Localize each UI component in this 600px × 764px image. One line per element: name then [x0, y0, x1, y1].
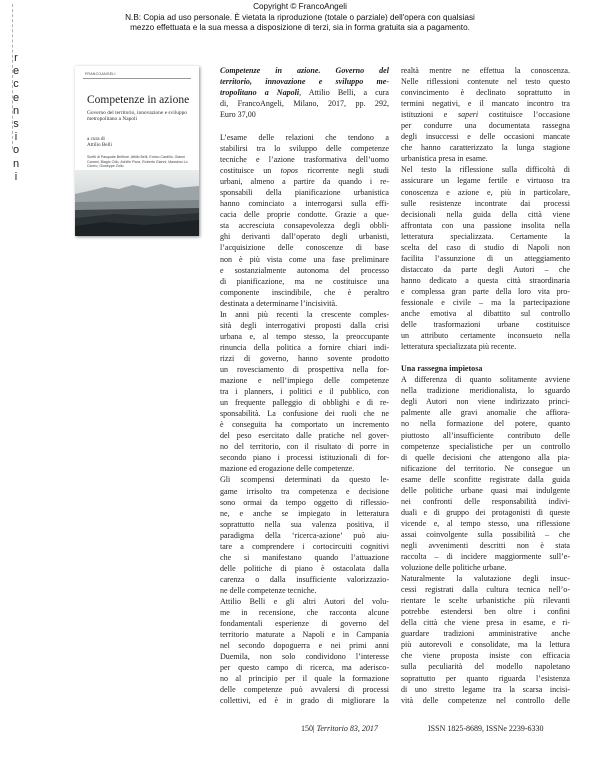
copyright-notice: [0, 2, 600, 34]
review-body-column-left: L’esame delle relazioni che tendono a stabilirsi tra lo sviluppo delle competenze tecniche e l’azione trasformativa dell’uomo costituisce un topos ricorrente negli studi urbani, almeno a partire da quando i re- sponsabili della pianificazione urbanistica hanno cominciato a interrogarsi sulla effi- cacia delle proprie condotte. Grazie a que- sta accresciuta consapevolezza degli obbli- ghi derivanti dall’operato degli urbanisti, l’acquisizione delle conoscenze di base non è più vista come una fase preliminare e sostanzialmente autonoma del processo di pianificazione, ma ne costituisce una componente inscindibile, che è peraltro destinata a determinarne l’incisività. In anni più recenti la crescente comples- sità degli interrogativi proposti dalla crisi urbana e, al tempo stesso, la preoccupante rinuncia della politica a fornire chiari indi- rizzi di governo, hanno sovente prodotto un rovesciamento di prospettiva nella for- mazione e nell’impiego delle competenze tra i planners, i politici e il pubblico, con un frequente palleggio di obblighi e di re- sponsabilità. La confusione dei ruoli che ne è conseguita ha comportato un incremento del peso esercitato dalle pratiche nel gover- no del territorio, con il risultato di porre in secondo piano i processi istituzionali di for- mazione ed erogazione delle competenze. Gli scompensi determinati da questo le- game irrisolto tra competenza e decisione sono ormai da tempo oggetto di riflessio- ne, e anche se impiegato in letteratura soprattutto nella sua valenza positiva, il paradigma della ‘ricerca-azione’ può aiu- tare a comprendere i cortocircuiti cognitivi che si manifestano quando l’attuazione delle politiche di piano è ostacolata dalla carenza o dalla insufficiente valorizzazio- ne delle competenze tecniche. Attilio Belli e gli altri Autori del volu- me in recensione, che racconta alcune fondamentali esperienze di governo del territorio maturate a Napoli e in Campania nel secondo dopoguerra e nei primi anni Duemila, non solo condividono l’interesse per questo campo di ricerca, ma aderisco- no al principio per il quale la formazione delle competenze può avvalersi di processi collettivi, ed è in grado di migliorare la: [220, 133, 389, 706]
review-citation: Competenze in azione. Governo del territorio, innovazione e sviluppo me- tropolitano a Napoli, Attilio Belli, a cura di, FrancoAngeli, Milano, 2017, pp. 292, Euro 37,00: [220, 66, 389, 120]
cover-title: Competenze in azione: [87, 94, 190, 106]
cover-publisher: FRANCOANGELI: [85, 72, 116, 76]
page-footer: 150| Territorio 83, 2017: [301, 724, 378, 733]
cover-authors: Scritti di Pasquale Belfiore, Attilio Belli, Enrico Cardillo, Gianni Carami, Biagio Cillo, Achille Flora, Roberto Gianni, Massimo Lo Cicero, Giuseppe Zollo: [87, 155, 188, 169]
copyright-line: Copyright © FrancoAngeli: [253, 2, 347, 11]
journal-issue: 83, 2017: [349, 724, 378, 733]
book-cover: [75, 66, 199, 236]
cover-photo: [75, 170, 199, 236]
page-number: 150: [301, 724, 313, 733]
cover-editor: a cura di Attilio Belli: [87, 136, 112, 149]
issn: ISSN 1825-8689, ISSNe 2239-6330: [428, 724, 544, 733]
section-label-recensioni: r e c e n s i o n i: [12, 52, 20, 183]
notice-line-2: mezzo effettuata e la sua messa a disposizione di terzi, sia in forma gratuita sia a pagamento.: [130, 23, 470, 33]
journal-name: Territorio: [316, 724, 348, 733]
review-body-column-right: realtà mentre ne effettua la conoscenza. Nelle riflessioni contenute nel testo questo convincimento è declinato soprattutto in termini negativi, e il mancato incontro tra istituzioni e saperi costituisce l’occasione per condurre una documentata rassegna degli insuccessi e delle occasioni mancate che hanno caratterizzato la lunga stagione urbanistica presa in esame. Nel testo la riflessione sulla difficoltà di assicurare un legame fertile e virtuoso tra conoscenza e azione e, più in particolare, sulle resistenze incontrate dai processi decisionali nella guida della città viene affrontata con una passione insolita nella letteratura specializzata. Certamente la scelta del caso di studio di Napoli non facilita l’assunzione di un atteggiamento distaccato da parte degli Autori – che hanno dedicato a questa città straordinaria e complessa gran parte della loro vita pro- fessionale e civile – ma la partecipazione anche emotiva al dibattito sul controllo delle trasformazioni urbane costituisce un attributo certamente inconsueto nella letteratura specializzata più recente. Una rassegna impietosa A differenza di quanto solitamente avviene nella tradizione meridionalista, lo sguardo degli Autori non viene indirizzato princi- palmente alle gravi anomalie che affiora- no nella formazione del potere, quanto piuttosto all’insufficiente contributo delle competenze specialistiche per un controllo di quelle decisioni che attengono alla pia- nificazione del territorio. Ne consegue un esame delle sconfitte registrate dalla guida delle politiche urbane quasi mai indulgente nei confronti delle responsabilità indivi- duali e di gruppo dei protagonisti di queste vicende e, al tempo stesso, una riflessione assai coinvolgente sulla possibilità – che negli avvenimenti descritti non è stata raccolta – di incidere maggiormente sull’e- voluzione delle politiche urbane. Naturalmente la valutazione degli insuc- cessi registrati dalla cultura tecnica nell’o- rientare le scelte urbanistiche più rilevanti potrebbe estendersi ben oltre i confini della città che viene presa in esame, e ri- guardare tradizioni amministrative anche più autorevoli e consolidate, ma la lettura che viene proposta insiste con efficacia sulla peculiarità del modello napoletano soprattutto per quanto riguarda l’esistenza di uno stretto legame tra la scarsa incisi- vità delle competenze nel controllo delle: [401, 66, 570, 705]
cover-subtitle: Governo del territorio, innovazione e sviluppo metropolitano a Napoli: [87, 110, 188, 123]
notice-line-1: N.B: Copia ad uso personale. È vietata la riproduzione (totale o parziale) dell'opera con qualsiasi: [125, 12, 475, 22]
